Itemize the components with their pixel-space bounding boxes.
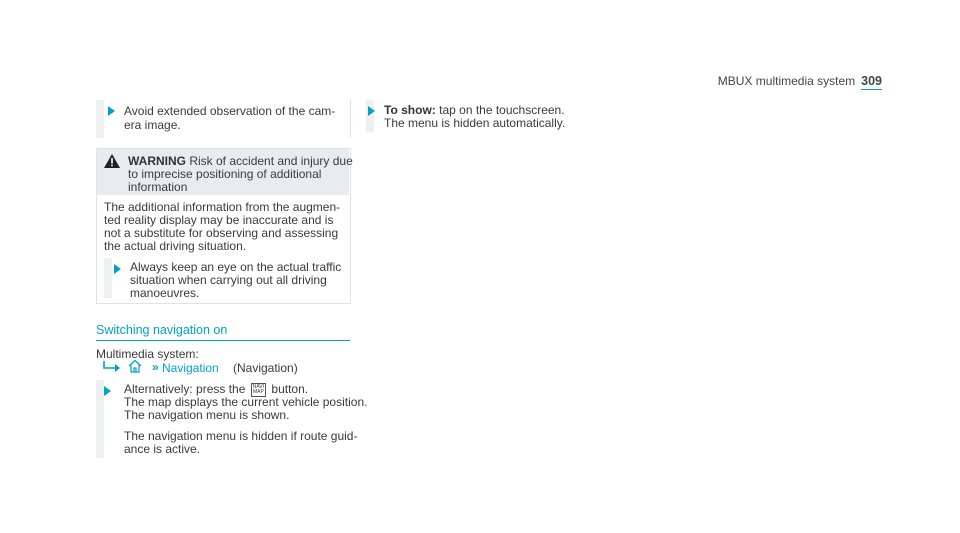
header-title: MBUX multimedia system: [717, 74, 856, 88]
instruction-stripe: [366, 100, 374, 132]
path-navigation-paren: (Navigation): [233, 361, 298, 375]
warning-body-line1: The additional information from the augmen-: [104, 200, 341, 214]
avoid-instruction-line1: Avoid extended observation of the cam-: [124, 104, 336, 118]
warning-head-text: Risk of accident and injury due: [189, 154, 353, 168]
home-icon: [128, 359, 142, 373]
show-line2: The menu is hidden automatically.: [384, 116, 566, 130]
alt-line3: The navigation menu is shown.: [124, 408, 290, 422]
arrow-icon: [368, 106, 375, 116]
instruction-stripe: [96, 100, 104, 138]
show-text: tap on the touchscreen.: [439, 103, 565, 117]
navi-key-top: NAVI: [252, 384, 265, 390]
instruction-stripe: [104, 258, 112, 298]
hidden-line1: The navigation menu is hidden if route guid-: [124, 429, 358, 443]
path-arrow-icon: [103, 361, 121, 373]
section-title: Switching navigation on: [96, 323, 350, 341]
warning-body-line4: the actual driving situation.: [104, 239, 247, 253]
path-navigation: Navigation: [162, 361, 219, 375]
chevron-double-icon: »: [152, 360, 159, 374]
alt-suffix: button.: [271, 382, 309, 397]
alt-prefix: Alternatively: press the: [124, 382, 246, 397]
arrow-icon: [108, 106, 115, 116]
page-number: 309: [861, 74, 882, 88]
warning-instr-line3: manoeuvres.: [130, 286, 200, 300]
navi-key-bottom: MAP: [252, 389, 264, 395]
warning-body-line3: not a substitute for observing and assessing: [104, 226, 339, 240]
page-header: [718, 74, 882, 90]
arrow-icon: [114, 264, 121, 274]
warning-instr-line1: Always keep an eye on the actual traffic: [130, 260, 342, 274]
multimedia-label: Multimedia system:: [96, 347, 199, 361]
warning-instr-line2: situation when carrying out all driving: [130, 273, 327, 287]
hidden-line2: ance is active.: [124, 442, 201, 456]
instruction-stripe: [96, 380, 104, 458]
warning-body-line2: ted reality display may be inaccurate and is: [104, 213, 334, 227]
alt-line2: The map displays the current vehicle position.: [124, 395, 368, 409]
avoid-instruction-line2: era image.: [124, 118, 181, 132]
show-label: To show:: [384, 103, 436, 117]
warning-head-line2: to imprecise positioning of additional: [128, 167, 322, 181]
warning-head-line3: information: [128, 180, 188, 194]
warning-icon: [104, 154, 120, 168]
arrow-icon: [104, 386, 111, 396]
warning-label: WARNING: [128, 154, 186, 168]
